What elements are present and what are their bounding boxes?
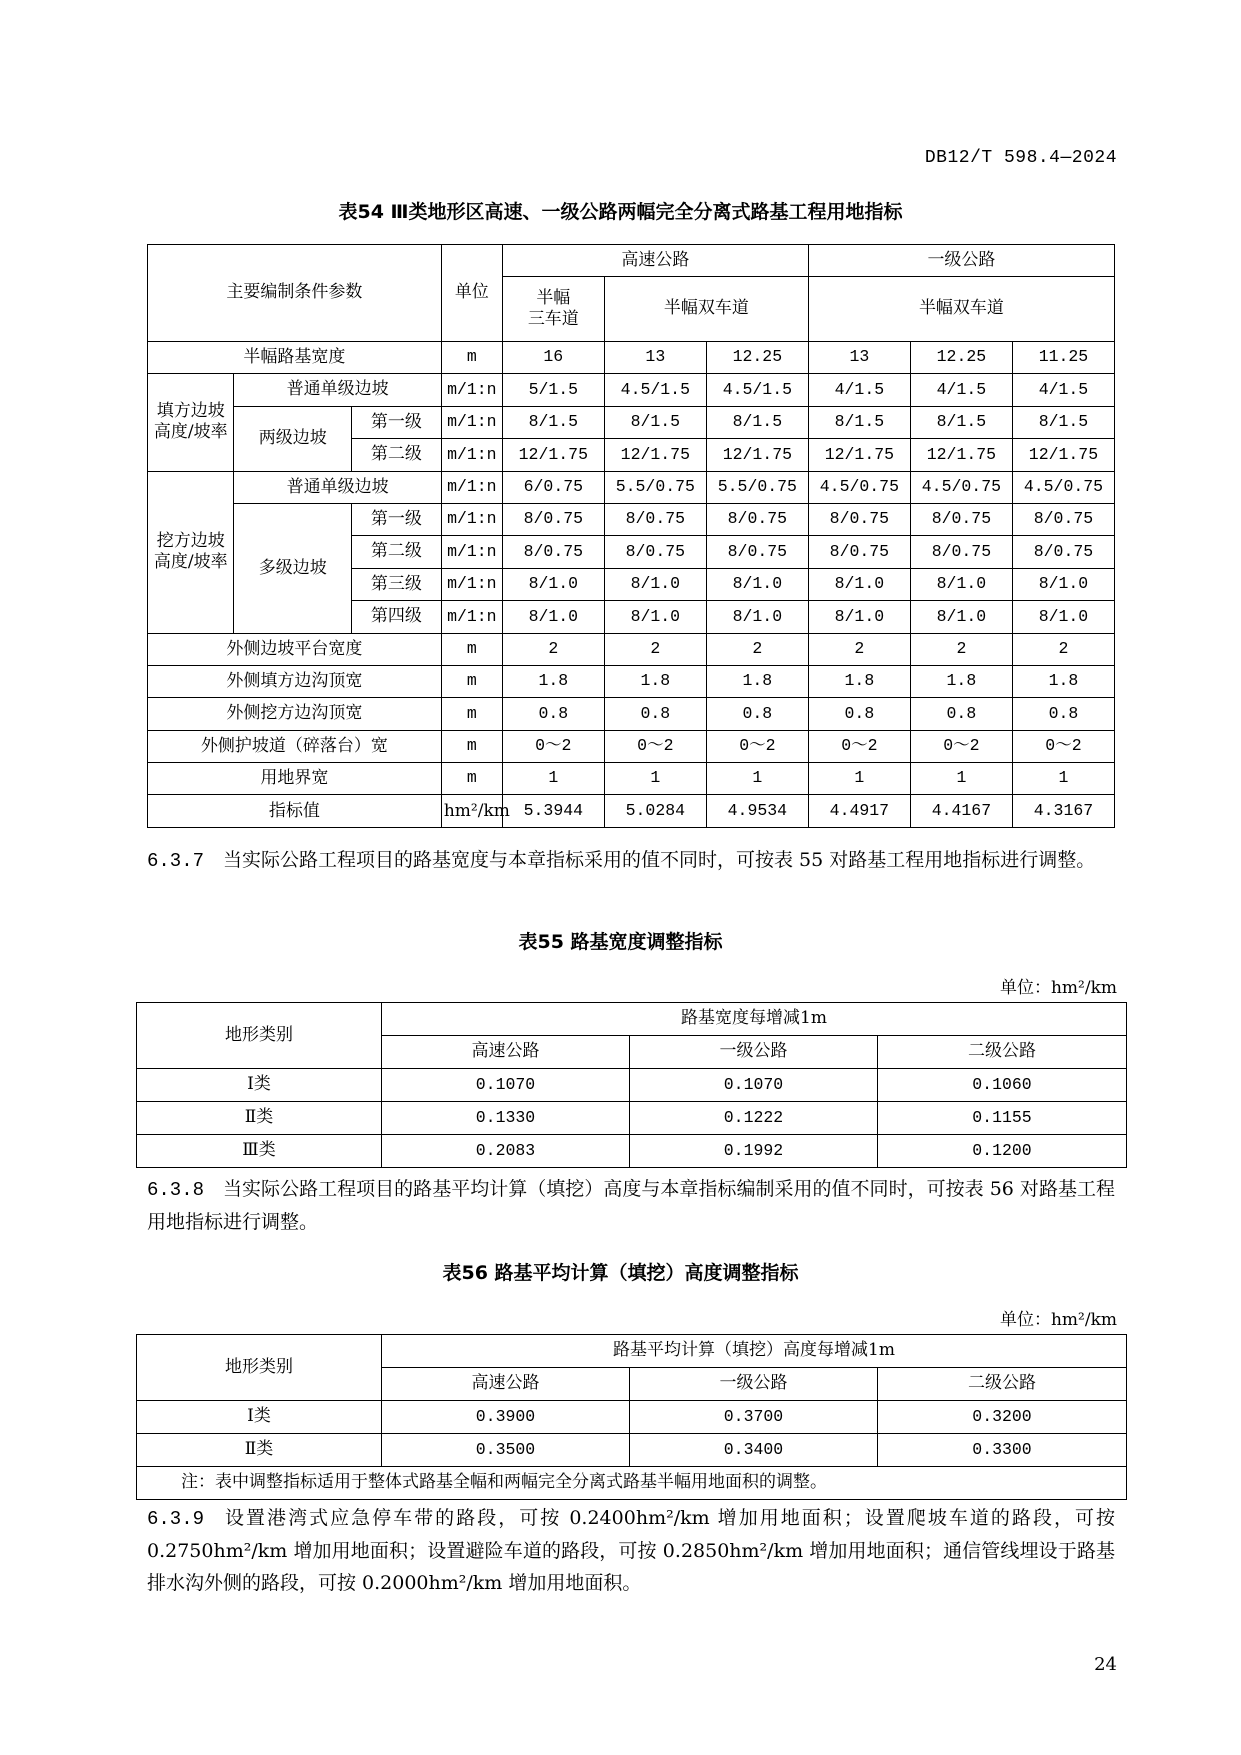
table-cell: 8/1.0 bbox=[502, 601, 604, 633]
table-55 bbox=[136, 1002, 1127, 1168]
table-cell: 12/1.75 bbox=[706, 439, 808, 471]
table-cell: 13 bbox=[808, 342, 910, 374]
table-cell: 12/1.75 bbox=[808, 439, 910, 471]
table-cell: 11.25 bbox=[1012, 342, 1114, 374]
row-label: 普通单级边坡 bbox=[234, 471, 441, 503]
table-cell: 0.3200 bbox=[878, 1401, 1127, 1434]
table-cell: 16 bbox=[502, 342, 604, 374]
row-label: 第四级 bbox=[352, 601, 442, 633]
column-header: 高速公路 bbox=[382, 1036, 630, 1069]
row-unit: m bbox=[441, 633, 502, 665]
clause-number: 6.3.9 bbox=[147, 1508, 205, 1530]
table-cell: 4/1.5 bbox=[1012, 374, 1114, 406]
table-row bbox=[148, 698, 1115, 730]
table-56 bbox=[136, 1334, 1127, 1500]
clause-number: 6.3.8 bbox=[147, 1179, 205, 1201]
table-cell: 2 bbox=[502, 633, 604, 665]
table-row bbox=[137, 1069, 1127, 1102]
clause-text: 设置港湾式应急停车带的路段，可按 0.2400hm²/km 增加用地面积；设置爬坡车道的路段，可按 0.2750hm²/km 增加用地面积；设置避险车道的路段，可按 0.2850hm²/km 增加用地面积；通信管线埋设于路基排水沟外侧的路段，可按 0.2000hm²/km 增加用地面积。 bbox=[147, 1507, 1115, 1594]
row-unit: m/1:n bbox=[441, 439, 502, 471]
row-label: 第一级 bbox=[352, 406, 442, 438]
table-cell: 2 bbox=[604, 633, 706, 665]
clause-number: 6.3.7 bbox=[147, 850, 205, 872]
table-cell: 5.5/0.75 bbox=[604, 471, 706, 503]
table-cell: 1 bbox=[1012, 763, 1114, 795]
table-row bbox=[137, 1434, 1127, 1467]
row-unit: m bbox=[441, 730, 502, 762]
row-unit: hm²/km bbox=[441, 795, 502, 827]
table-cell: 1.8 bbox=[808, 665, 910, 697]
table-row bbox=[148, 374, 1115, 406]
table-cell: 0.3500 bbox=[382, 1434, 630, 1467]
column-header: 一级公路 bbox=[630, 1036, 878, 1069]
table-cell: 0.2083 bbox=[382, 1135, 630, 1168]
table-cell: 1 bbox=[808, 763, 910, 795]
table-cell: 8/0.75 bbox=[502, 536, 604, 568]
table-cell: 0.1070 bbox=[382, 1069, 630, 1102]
table-cell: 8/1.0 bbox=[604, 601, 706, 633]
table-cell: 8/0.75 bbox=[502, 503, 604, 535]
table-cell: 8/0.75 bbox=[706, 503, 808, 535]
row-label: 外侧护坡道（碎落台）宽 bbox=[148, 730, 442, 762]
table-cell: 4.9534 bbox=[706, 795, 808, 827]
table-row bbox=[148, 406, 1115, 438]
row-label: Ⅱ类 bbox=[137, 1102, 382, 1135]
table-cell: 4.5/1.5 bbox=[706, 374, 808, 406]
param-header: 主要编制条件参数 bbox=[148, 245, 442, 342]
table-cell: 0.1070 bbox=[630, 1069, 878, 1102]
half-two-lane-header: 半幅双车道 bbox=[808, 277, 1114, 342]
table-cell: 0.8 bbox=[808, 698, 910, 730]
table-note: 注：表中调整指标适用于整体式路基全幅和两幅完全分离式路基半幅用地面积的调整。 bbox=[137, 1467, 1127, 1500]
table-55-caption: 表55 路基宽度调整指标 bbox=[518, 931, 723, 953]
row-unit: m/1:n bbox=[441, 503, 502, 535]
row-label: 普通单级边坡 bbox=[234, 374, 441, 406]
row-label: 半幅路基宽度 bbox=[148, 342, 442, 374]
table-cell: 0～2 bbox=[706, 730, 808, 762]
table-cell: 8/0.75 bbox=[604, 503, 706, 535]
table-cell: 4.5/0.75 bbox=[910, 471, 1012, 503]
table-cell: 0.1200 bbox=[878, 1135, 1127, 1168]
table-cell: 12/1.75 bbox=[604, 439, 706, 471]
column-header: 二级公路 bbox=[878, 1368, 1127, 1401]
width-change-header: 路基宽度每增减1m bbox=[382, 1003, 1127, 1036]
table-cell: 4.4917 bbox=[808, 795, 910, 827]
table-cell: 0.1155 bbox=[878, 1102, 1127, 1135]
row-unit: m/1:n bbox=[441, 601, 502, 633]
table-row bbox=[137, 1401, 1127, 1434]
table-cell: 8/1.0 bbox=[1012, 601, 1114, 633]
table-cell: 8/1.0 bbox=[502, 568, 604, 600]
half-two-lane-header: 半幅双车道 bbox=[604, 277, 808, 342]
table-cell: 8/0.75 bbox=[1012, 536, 1114, 568]
row-label: 外侧边坡平台宽度 bbox=[148, 633, 442, 665]
table-cell: 0.8 bbox=[706, 698, 808, 730]
table-cell: 5.3944 bbox=[502, 795, 604, 827]
table-cell: 5.5/0.75 bbox=[706, 471, 808, 503]
table-cell: 12/1.75 bbox=[1012, 439, 1114, 471]
table-cell: 2 bbox=[808, 633, 910, 665]
table-cell: 1.8 bbox=[502, 665, 604, 697]
table-cell: 8/1.5 bbox=[604, 406, 706, 438]
cut-slope-group: 挖方边坡 高度/坡率 bbox=[148, 471, 234, 633]
table-cell: 5/1.5 bbox=[502, 374, 604, 406]
clause-6-3-7 bbox=[147, 844, 1115, 877]
table-cell: 4.5/1.5 bbox=[604, 374, 706, 406]
row-unit: m/1:n bbox=[441, 568, 502, 600]
table-cell: 1.8 bbox=[604, 665, 706, 697]
row-label: Ⅱ类 bbox=[137, 1434, 382, 1467]
table-cell: 0～2 bbox=[502, 730, 604, 762]
column-header: 高速公路 bbox=[382, 1368, 630, 1401]
table-cell: 4.4167 bbox=[910, 795, 1012, 827]
clause-text: 当实际公路工程项目的路基宽度与本章指标采用的值不同时，可按表 55 对路基工程用地指标进行调整。 bbox=[223, 849, 1096, 871]
table-56-caption: 表56 路基平均计算（填挖）高度调整指标 bbox=[442, 1262, 799, 1284]
table-cell: 8/1.0 bbox=[808, 601, 910, 633]
row-label: 第二级 bbox=[352, 439, 442, 471]
table-cell: 0.1992 bbox=[630, 1135, 878, 1168]
table-cell: 0～2 bbox=[910, 730, 1012, 762]
page-number: 24 bbox=[1094, 1654, 1117, 1675]
table-row bbox=[148, 763, 1115, 795]
table-cell: 8/1.0 bbox=[706, 568, 808, 600]
table-row bbox=[148, 471, 1115, 503]
row-label: Ⅰ类 bbox=[137, 1069, 382, 1102]
table-cell: 0.1330 bbox=[382, 1102, 630, 1135]
table-cell: 0.3900 bbox=[382, 1401, 630, 1434]
table-cell: 6/0.75 bbox=[502, 471, 604, 503]
table-row bbox=[148, 665, 1115, 697]
table-cell: 12.25 bbox=[910, 342, 1012, 374]
clause-6-3-8 bbox=[147, 1173, 1115, 1238]
clause-6-3-9 bbox=[147, 1502, 1115, 1599]
table-cell: 0.3400 bbox=[630, 1434, 878, 1467]
unit-note: 单位：hm²/km bbox=[999, 1310, 1117, 1330]
table-cell: 1 bbox=[502, 763, 604, 795]
table-cell: 12.25 bbox=[706, 342, 808, 374]
table-cell: 8/1.5 bbox=[808, 406, 910, 438]
row-label: Ⅲ类 bbox=[137, 1135, 382, 1168]
table-cell: 8/0.75 bbox=[808, 536, 910, 568]
table-cell: 0.8 bbox=[910, 698, 1012, 730]
highway-header: 高速公路 bbox=[502, 245, 808, 277]
row-label: 第一级 bbox=[352, 503, 442, 535]
table-cell: 2 bbox=[910, 633, 1012, 665]
table-cell: 8/1.5 bbox=[502, 406, 604, 438]
table-cell: 8/0.75 bbox=[706, 536, 808, 568]
table-54 bbox=[147, 244, 1115, 828]
table-cell: 0.3700 bbox=[630, 1401, 878, 1434]
row-label: 外侧挖方边沟顶宽 bbox=[148, 698, 442, 730]
row-label: 第二级 bbox=[352, 536, 442, 568]
row-label: 用地界宽 bbox=[148, 763, 442, 795]
table-cell: 13 bbox=[604, 342, 706, 374]
table-cell: 0～2 bbox=[1012, 730, 1114, 762]
document-code: DB12/T 598.4—2024 bbox=[924, 148, 1117, 168]
table-cell: 12/1.75 bbox=[502, 439, 604, 471]
half-three-lane-header: 半幅 三车道 bbox=[502, 277, 604, 342]
table-cell: 8/0.75 bbox=[1012, 503, 1114, 535]
table-row bbox=[137, 1135, 1127, 1168]
column-header: 二级公路 bbox=[878, 1036, 1127, 1069]
table-cell: 8/0.75 bbox=[910, 536, 1012, 568]
table-cell: 8/0.75 bbox=[604, 536, 706, 568]
table-cell: 0.8 bbox=[1012, 698, 1114, 730]
unit-header: 单位 bbox=[441, 245, 502, 342]
table-cell: 8/1.5 bbox=[1012, 406, 1114, 438]
clause-text: 当实际公路工程项目的路基平均计算（填挖）高度与本章指标编制采用的值不同时，可按表 56 对路基工程用地指标进行调整。 bbox=[147, 1178, 1115, 1233]
row-label: Ⅰ类 bbox=[137, 1401, 382, 1434]
row-unit: m bbox=[441, 763, 502, 795]
row-unit: m/1:n bbox=[441, 536, 502, 568]
table-cell: 4.5/0.75 bbox=[1012, 471, 1114, 503]
unit-note: 单位：hm²/km bbox=[999, 978, 1117, 998]
table-row bbox=[148, 795, 1115, 827]
table-cell: 0～2 bbox=[808, 730, 910, 762]
row-label: 指标值 bbox=[148, 795, 442, 827]
table-cell: 1.8 bbox=[1012, 665, 1114, 697]
table-cell: 2 bbox=[706, 633, 808, 665]
table-cell: 5.0284 bbox=[604, 795, 706, 827]
table-cell: 0.1222 bbox=[630, 1102, 878, 1135]
height-change-header: 路基平均计算（填挖）高度每增减1m bbox=[382, 1335, 1127, 1368]
table-cell: 8/1.0 bbox=[910, 568, 1012, 600]
table-row bbox=[148, 730, 1115, 762]
table-cell: 8/1.0 bbox=[808, 568, 910, 600]
fill-slope-group: 填方边坡 高度/坡率 bbox=[148, 374, 234, 471]
table-cell: 8/1.0 bbox=[706, 601, 808, 633]
table-cell: 8/1.5 bbox=[706, 406, 808, 438]
table-cell: 2 bbox=[1012, 633, 1114, 665]
table-cell: 12/1.75 bbox=[910, 439, 1012, 471]
table-cell: 8/1.5 bbox=[910, 406, 1012, 438]
table-row bbox=[148, 503, 1115, 535]
table-54-caption: 表54 Ⅲ类地形区高速、一级公路两幅完全分离式路基工程用地指标 bbox=[338, 201, 903, 223]
table-cell: 1.8 bbox=[706, 665, 808, 697]
table-cell: 8/1.0 bbox=[604, 568, 706, 600]
multi-level-slope-group: 多级边坡 bbox=[234, 503, 352, 633]
table-cell: 4/1.5 bbox=[808, 374, 910, 406]
table-cell: 4/1.5 bbox=[910, 374, 1012, 406]
row-unit: m/1:n bbox=[441, 471, 502, 503]
terrain-header: 地形类别 bbox=[137, 1335, 382, 1401]
table-cell: 0.3300 bbox=[878, 1434, 1127, 1467]
table-cell: 0～2 bbox=[604, 730, 706, 762]
row-unit: m/1:n bbox=[441, 406, 502, 438]
row-label: 第三级 bbox=[352, 568, 442, 600]
terrain-header: 地形类别 bbox=[137, 1003, 382, 1069]
table-cell: 4.3167 bbox=[1012, 795, 1114, 827]
row-unit: m bbox=[441, 342, 502, 374]
table-row bbox=[148, 342, 1115, 374]
table-cell: 0.1060 bbox=[878, 1069, 1127, 1102]
first-class-header: 一级公路 bbox=[808, 245, 1114, 277]
table-cell: 8/1.0 bbox=[1012, 568, 1114, 600]
table-cell: 1.8 bbox=[910, 665, 1012, 697]
row-unit: m bbox=[441, 698, 502, 730]
table-cell: 4.5/0.75 bbox=[808, 471, 910, 503]
table-cell: 1 bbox=[910, 763, 1012, 795]
two-level-slope-group: 两级边坡 bbox=[234, 406, 352, 471]
table-cell: 0.8 bbox=[502, 698, 604, 730]
table-cell: 1 bbox=[604, 763, 706, 795]
table-row bbox=[137, 1102, 1127, 1135]
table-cell: 8/1.0 bbox=[910, 601, 1012, 633]
row-unit: m bbox=[441, 665, 502, 697]
table-cell: 8/0.75 bbox=[808, 503, 910, 535]
table-cell: 8/0.75 bbox=[910, 503, 1012, 535]
column-header: 一级公路 bbox=[630, 1368, 878, 1401]
table-cell: 1 bbox=[706, 763, 808, 795]
table-cell: 0.8 bbox=[604, 698, 706, 730]
table-row bbox=[148, 633, 1115, 665]
row-label: 外侧填方边沟顶宽 bbox=[148, 665, 442, 697]
row-unit: m/1:n bbox=[441, 374, 502, 406]
